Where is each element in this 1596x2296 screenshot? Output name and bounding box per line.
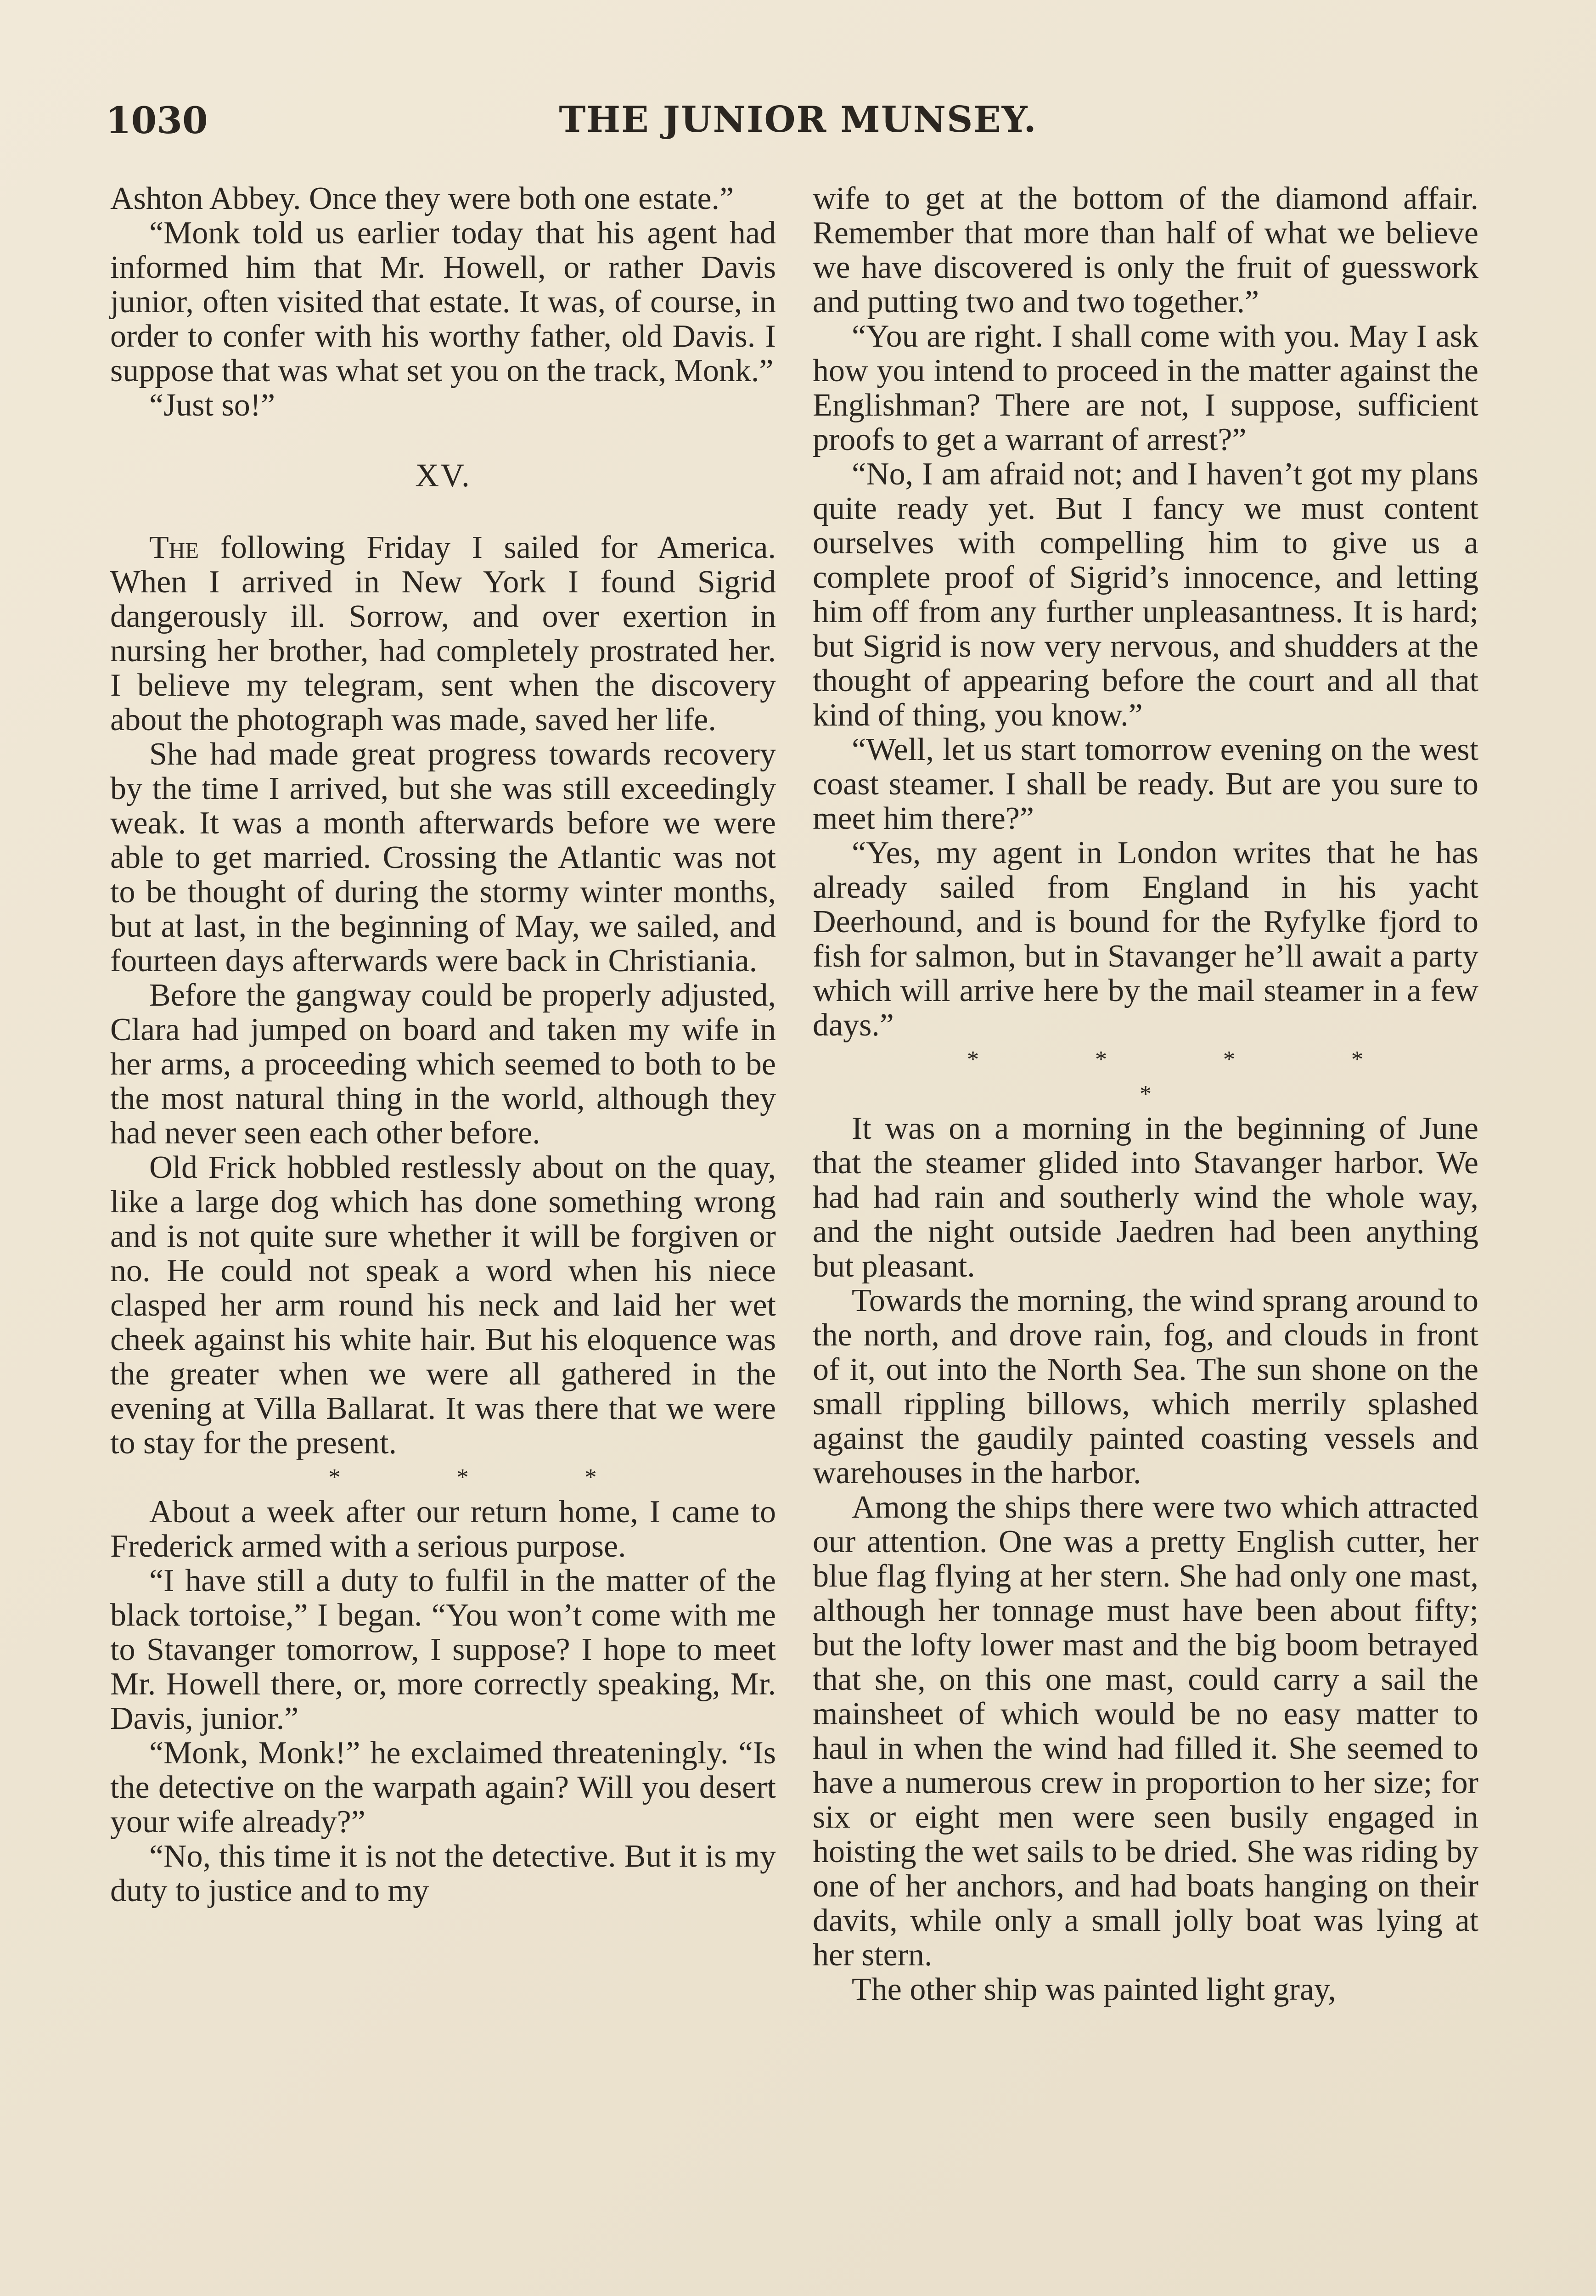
paragraph: “Monk told us earlier today that his agent had informed him that Mr. Howell, or rather Davis junior, often visited that estate. It was, of course, in order to confer with his worthy father, old Davis. I suppose that was what set you on the track, Monk.”: [110, 215, 776, 388]
paragraph: wife to get at the bottom of the diamond affair. Remember that more than half of what we believe we have discovered is only the fruit of guesswork and putting two and two together.”: [813, 181, 1478, 320]
paragraph: Among the ships there were two which attracted our attention. One was a pretty English cutter, her blue flag flying at her stern. She had only one mast, although her tonnage must have been about fifty; but the lofty lower mast and the big boom betrayed that she, on this one mast, could carry a sail the mainsheet of which would be no easy matter to haul in when the wind had filled it. She seemed to have a numerous crew in proportion to her size; for six or eight men were seen busily engaged in hoisting the wet sails to be dried. She was riding by one of her anchors, and had boats hanging on their davits, while only a small jolly boat was lying at her stern.: [813, 1490, 1478, 1973]
paragraph: “Monk, Monk!” he exclaimed threateningly. “Is the detective on the warpath again? Will you desert your wife already?”: [110, 1735, 776, 1840]
paragraph: “Yes, my agent in London writes that he has already sailed from England in his yacht Deerhound, and is bound for the Ryfylke fjord to fish for salmon, but in Stavanger he’ll await a party which will arrive here by the mail steamer in a few days.”: [813, 835, 1478, 1043]
paragraph: Before the gangway could be properly adjusted, Clara had jumped on board and taken my wife in her arms, a proceeding which seemed to both to be the most natural thing in the world, although they had never seen each other before.: [110, 978, 776, 1151]
page-header: [106, 99, 1490, 149]
paragraph: “I have still a duty to fulfil in the matter of the black tortoise,” I began. “You won’t come with me to Stavanger tomorrow, I suppose? I hope to meet Mr. Howell there, or, more correctly speaking, Mr. Davis, junior.”: [110, 1563, 776, 1736]
section-break-stars: * * *: [328, 1464, 652, 1491]
page-number: 1030: [106, 99, 208, 142]
paragraph: About a week after our return home, I came to Frederick armed with a serious purpose.: [110, 1494, 776, 1564]
paragraph: She had made great progress towards recovery by the time I arrived, but she was still exceedingly weak. It was a month afterwards before we were able to get married. Crossing the Atlantic was not to be thought of during the stormy winter months, but at last, in the beginning of May, we sailed, and fourteen days afterwards were back in Christiania.: [110, 737, 776, 979]
section-break-stars: * * * * *: [967, 1047, 1418, 1107]
section-heading: XV.: [415, 457, 471, 494]
paragraph: “No, this time it is not the detective. But it is my duty to justice and to my: [110, 1839, 776, 1908]
paragraph: “Just so!”: [149, 388, 275, 423]
right-column: [813, 181, 1478, 2007]
paragraph: “Well, let us start tomorrow evening on the west coast steamer. I shall be ready. But are you sure to meet him there?”: [813, 732, 1478, 836]
paragraph: Ashton Abbey. Once they were both one estate.”: [110, 181, 734, 216]
left-column: [110, 181, 776, 1908]
running-title: THE JUNIOR MUNSEY.: [559, 99, 1037, 141]
drop-word: The: [149, 530, 199, 565]
paragraph: “You are right. I shall come with you. May I ask how you intend to proceed in the matter against the Englishman? There are not, I suppose, sufficient proofs to get a warrant of arrest?”: [813, 319, 1478, 457]
paragraph: Old Frick hobbled restlessly about on the quay, like a large dog which has done something wrong and is not quite sure whether it will be forgiven or no. He could not speak a word when his niece clasped her arm round his neck and laid her wet cheek against his white hair. But his eloquence was the greater when we were all gathered in the evening at Villa Ballarat. It was there that we were to stay for the present.: [110, 1150, 776, 1461]
paragraph: The other ship was painted light gray,: [852, 1972, 1336, 2007]
paragraph: “No, I am afraid not; and I haven’t got my plans quite ready yet. But I fancy we must content ourselves with compelling him to give us a complete proof of Sigrid’s innocence, and letting him off from any further unpleasantness. It is hard; but Sigrid is now very nervous, and shudders at the thought of appearing before the court and all that kind of thing, you know.”: [813, 456, 1478, 733]
paragraph: [110, 530, 776, 737]
paragraph-text: following Friday I sailed for America. When I arrived in New York I found Sigrid dangerously ill. Sorrow, and over exertion in nursing her brother, had completely prostrated her. I believe my telegram, sent when the discovery about the photograph was made, saved her life.: [110, 530, 776, 737]
paragraph: Towards the morning, the wind sprang around to the north, and drove rain, fog, and clouds in front of it, out into the North Sea. The sun shone on the small rippling billows, which merrily splashed against the gaudily painted coasting vessels and warehouses in the harbor.: [813, 1283, 1478, 1491]
paragraph: It was on a morning in the beginning of June that the steamer glided into Stavanger harbor. We had had rain and southerly wind the whole way, and the night outside Jaedren had been anything but pleasant.: [813, 1111, 1478, 1284]
